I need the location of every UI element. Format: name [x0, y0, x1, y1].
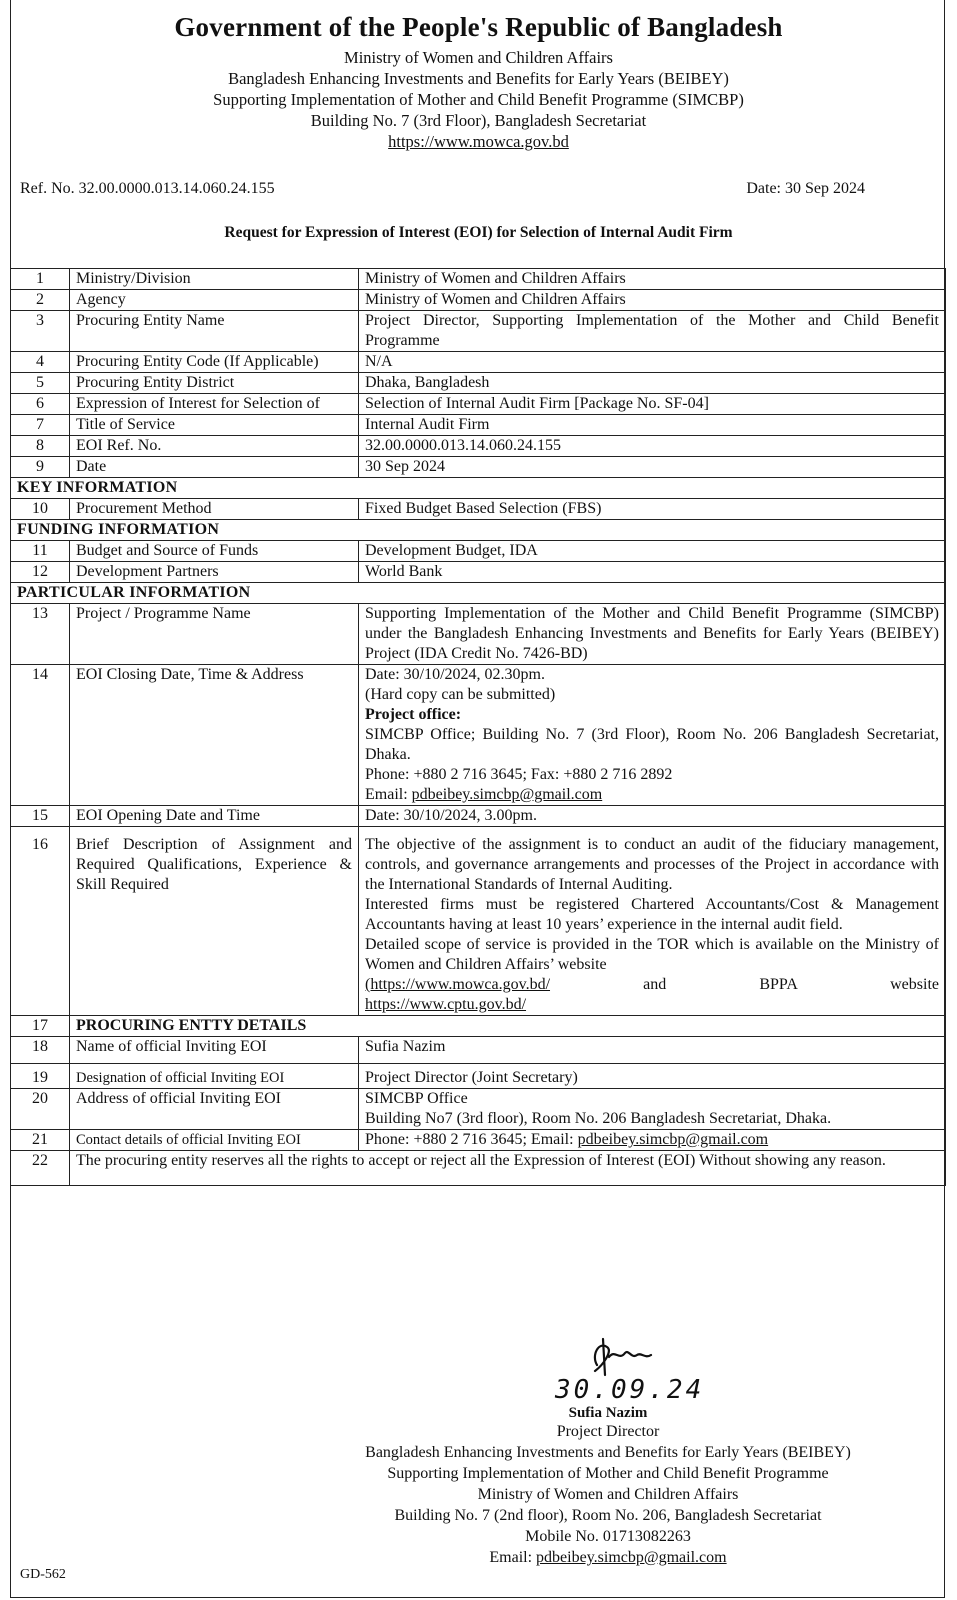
table-row — [11, 1037, 946, 1064]
government-title: Government of the People's Republic of Bangladesh — [174, 12, 783, 42]
row-number: 6 — [11, 394, 70, 415]
footer-code: GD-562 — [20, 1567, 66, 1582]
project-office-address: SIMCBP Office; Building No. 7 (3rd Floor), Room No. 206 Bangladesh Secretariat, Dhaka. — [365, 726, 939, 763]
assignment-objective: The objective of the assignment is to conduct an audit of the fiduciary management, controls, and governance arrangements and processes of the Project in accordance with the International Standards of Internal Auditing. — [365, 836, 939, 893]
row-value: Sufia Nazim — [359, 1037, 946, 1064]
row-label: Procuring Entity Code (If Applicable) — [70, 352, 359, 373]
row-number: 21 — [11, 1130, 70, 1151]
table-row — [11, 436, 946, 457]
row-value: Selection of Internal Audit Firm [Package No. SF-04] — [359, 394, 946, 415]
section-row — [11, 520, 946, 541]
row-label: Development Partners — [70, 562, 359, 583]
row-value: 30 Sep 2024 — [359, 457, 946, 478]
row-value: Supporting Implementation of the Mother and Child Benefit Programme (SIMCBP) under the Bangladesh Enhancing Investments and Benefits for Early Years (BEIBEY) Project (IDA Credit No. 7426-BD) — [359, 604, 946, 665]
row-label: Project / Programme Name — [70, 604, 359, 665]
row-number: 1 — [11, 269, 70, 290]
table-row — [11, 311, 946, 352]
table-row — [11, 1130, 946, 1151]
row-value: N/A — [359, 352, 946, 373]
row-number: 3 — [11, 311, 70, 352]
procuring-entity-details-heading: PROCURING ENTTY DETAILS — [70, 1016, 946, 1037]
eoi-table — [10, 268, 946, 1186]
signatory-line-4: Ministry of Women and Children Affairs — [477, 1486, 739, 1503]
header-line-building: Building No. 7 (3rd Floor), Bangladesh Secretariat — [310, 111, 647, 130]
row-label: Address of official Inviting EOI — [70, 1089, 359, 1130]
row-value — [359, 827, 946, 1016]
row-label: EOI Opening Date and Time — [70, 806, 359, 827]
table-row — [11, 604, 946, 665]
row-number: 15 — [11, 806, 70, 827]
row-number: 9 — [11, 457, 70, 478]
row-number: 13 — [11, 604, 70, 665]
row-number: 14 — [11, 665, 70, 806]
address-building: Building No7 (3rd floor), Room No. 206 Bangladesh Secretariat, Dhaka. — [365, 1110, 832, 1127]
row-label: EOI Ref. No. — [70, 436, 359, 457]
row-value: 32.00.0000.013.14.060.24.155 — [359, 436, 946, 457]
bppa-word: BPPA — [759, 976, 798, 993]
document-date: Date: 30 Sep 2024 — [746, 180, 865, 197]
email-label: Email: — [489, 1549, 537, 1566]
row-value: Project Director, Supporting Implementation of the Mother and Child Benefit Programme — [359, 311, 946, 352]
row-label: Contact details of official Inviting EOI — [70, 1130, 359, 1151]
row-value — [359, 665, 946, 806]
cptu-website-link[interactable]: https://www.cptu.gov.bd/ — [365, 996, 527, 1013]
row-label: Ministry/Division — [70, 269, 359, 290]
row-label: Date — [70, 457, 359, 478]
signatory-email-link[interactable]: pdbeibey.simcbp@gmail.com — [536, 1549, 727, 1566]
row-label: Procurement Method — [70, 499, 359, 520]
table-row — [11, 415, 946, 436]
row-value: Project Director (Joint Secretary) — [359, 1064, 946, 1089]
row-value — [359, 1089, 946, 1130]
email-label: Email: — [365, 786, 412, 803]
row-label: Designation of official Inviting EOI — [70, 1064, 359, 1089]
signature-scrawl — [585, 1335, 675, 1380]
signatory-line-3: Supporting Implementation of Mother and Child Benefit Programme — [387, 1465, 829, 1482]
section-key-information: KEY INFORMATION — [11, 478, 946, 499]
table-row — [11, 806, 946, 827]
row-number: 22 — [11, 1151, 70, 1186]
row-label: Procuring Entity District — [70, 373, 359, 394]
row-number: 11 — [11, 541, 70, 562]
tor-availability: Detailed scope of service is provided in the TOR which is available on the Ministry of Women and Children Affairs’ website — [365, 936, 939, 973]
row-label: EOI Closing Date, Time & Address — [70, 665, 359, 806]
row-label: Brief Description of Assignment and Required Qualifications, Experience & Skill Required — [70, 827, 359, 1016]
hard-copy-note: (Hard copy can be submitted) — [365, 686, 556, 703]
row-number: 18 — [11, 1037, 70, 1064]
row-value: Date: 30/10/2024, 3.00pm. — [359, 806, 946, 827]
row-label: Agency — [70, 290, 359, 311]
address-office: SIMCBP Office — [365, 1090, 468, 1107]
row-number: 10 — [11, 499, 70, 520]
row-number: 16 — [11, 827, 70, 1016]
website-word: website — [890, 976, 939, 993]
table-row — [11, 290, 946, 311]
and-word: and — [643, 976, 667, 993]
row-number: 12 — [11, 562, 70, 583]
closing-date: Date: 30/10/2024, 02.30pm. — [365, 666, 545, 683]
office-phone-fax: Phone: +880 2 716 3645; Fax: +880 2 716 2892 — [365, 766, 673, 783]
signatory-email-line — [330, 1548, 886, 1568]
table-row — [11, 269, 946, 290]
row-value: Ministry of Women and Children Affairs — [359, 269, 946, 290]
row-label: Name of official Inviting EOI — [70, 1037, 359, 1064]
signatory-line-1: Project Director — [556, 1423, 660, 1440]
row-number: 20 — [11, 1089, 70, 1130]
table-row — [11, 1064, 946, 1089]
office-email-link[interactable]: pdbeibey.simcbp@gmail.com — [411, 786, 603, 803]
signatory-line-6: Mobile No. 01713082263 — [525, 1528, 691, 1545]
tor-links-line — [365, 975, 939, 995]
office-email-line — [365, 785, 939, 805]
row-value: Development Budget, IDA — [359, 541, 946, 562]
subject-heading: Request for Expression of Interest (EOI) for Selection of Internal Audit Firm — [224, 224, 733, 241]
row-label: Procuring Entity Name — [70, 311, 359, 352]
row-number: 8 — [11, 436, 70, 457]
table-row — [11, 352, 946, 373]
row-value: Fixed Budget Based Selection (FBS) — [359, 499, 946, 520]
row-value: Dhaka, Bangladesh — [359, 373, 946, 394]
mowca-website-link[interactable]: (https://www.mowca.gov.bd/ — [365, 976, 551, 993]
row-number: 4 — [11, 352, 70, 373]
table-row — [11, 1016, 946, 1037]
section-row — [11, 583, 946, 604]
row-label: Budget and Source of Funds — [70, 541, 359, 562]
handwritten-signature-date: 30.09.24 — [555, 1375, 705, 1405]
table-row — [11, 373, 946, 394]
row-number: 7 — [11, 415, 70, 436]
row-value: World Bank — [359, 562, 946, 583]
row-value: Internal Audit Firm — [359, 415, 946, 436]
contact-phone: Phone: +880 2 716 3645; Email: — [365, 1131, 578, 1148]
row-value — [359, 1130, 946, 1151]
table-row — [11, 541, 946, 562]
reservation-note: The procuring entity reserves all the rights to accept or reject all the Expression of Interest (EOI) Without showing any reason. — [70, 1151, 946, 1186]
row-label: Title of Service — [70, 415, 359, 436]
reference-number: Ref. No. 32.00.0000.013.14.060.24.155 — [20, 180, 275, 197]
table-row — [11, 499, 946, 520]
signatory-line-2: Bangladesh Enhancing Investments and Benefits for Early Years (BEIBEY) — [365, 1444, 851, 1461]
section-particular-information: PARTICULAR INFORMATION — [11, 583, 946, 604]
row-number: 2 — [11, 290, 70, 311]
project-office-heading: Project office: — [365, 706, 462, 723]
header-line-simcbp: Supporting Implementation of Mother and Child Benefit Programme (SIMCBP) — [213, 90, 744, 109]
table-row — [11, 457, 946, 478]
table-row — [11, 394, 946, 415]
row-number: 17 — [11, 1016, 70, 1037]
contact-email-link[interactable]: pdbeibey.simcbp@gmail.com — [577, 1131, 769, 1148]
section-funding-information: FUNDING INFORMATION — [11, 520, 946, 541]
row-value: Ministry of Women and Children Affairs — [359, 290, 946, 311]
table-row — [11, 1089, 946, 1130]
header-website-link[interactable]: https://www.mowca.gov.bd — [388, 132, 569, 151]
firm-qualifications: Interested firms must be registered Chartered Accountants/Cost & Management Accountants having at least 10 years’ experience in the internal audit field. — [365, 896, 939, 933]
table-row — [11, 1151, 946, 1186]
section-row — [11, 478, 946, 499]
signatory-line-5: Building No. 7 (2nd floor), Room No. 206, Bangladesh Secretariat — [394, 1507, 822, 1524]
row-number: 5 — [11, 373, 70, 394]
row-number: 19 — [11, 1064, 70, 1089]
header-line-beibey: Bangladesh Enhancing Investments and Benefits for Early Years (BEIBEY) — [228, 69, 729, 88]
table-row — [11, 827, 946, 1016]
table-row — [11, 562, 946, 583]
header-line-ministry: Ministry of Women and Children Affairs — [344, 48, 613, 67]
row-label: Expression of Interest for Selection of — [70, 394, 359, 415]
table-row — [11, 665, 946, 806]
signatory-name: Sufia Nazim — [568, 1405, 648, 1421]
